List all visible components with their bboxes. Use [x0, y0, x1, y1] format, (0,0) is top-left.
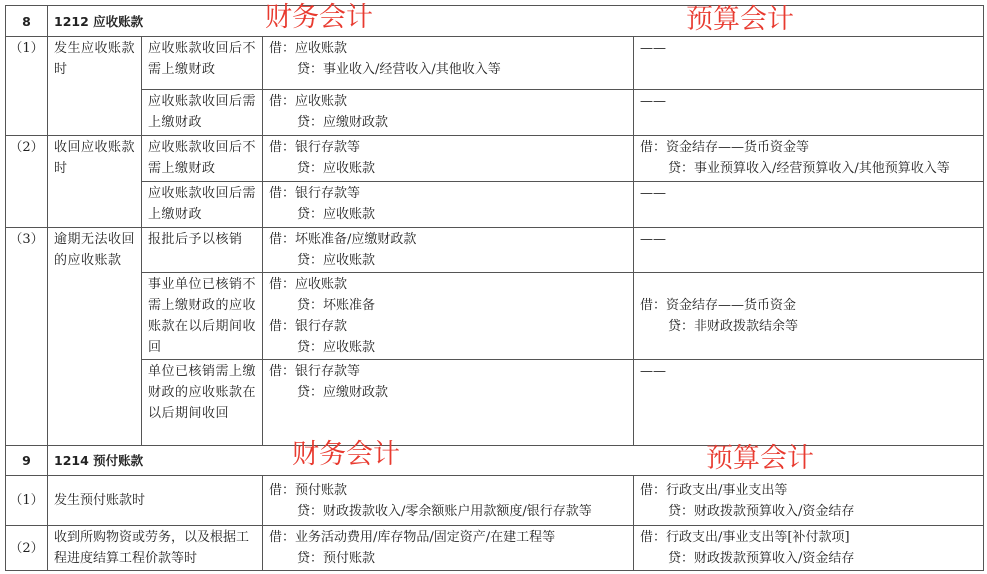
debit-line: 借：银行存款等 [269, 186, 361, 201]
budget-entry: —— [634, 360, 984, 446]
debit-line: 借：业务活动费用/库存物品/固定资产/在建工程等 [269, 530, 556, 545]
debit-line: 借：应收账款 [269, 94, 348, 109]
case-cell: 应收账款收回后不需上缴财政 [142, 37, 263, 90]
budget-entry [634, 526, 984, 571]
section-header-row [6, 446, 984, 476]
row-category: 发生预付账款时 [48, 476, 263, 526]
debit-line: 借：银行存款等 [269, 364, 361, 379]
budget-entry [634, 273, 984, 360]
credit-line: 贷：应缴财政款 [297, 115, 389, 130]
debit-line: 借：行政支出/事业支出等 [640, 482, 788, 498]
row-index: （1） [6, 476, 48, 526]
row-category: 发生应收账款时 [48, 37, 142, 136]
financial-entry [263, 90, 634, 136]
credit-line: 贷：应缴财政款 [297, 385, 389, 400]
credit-line: 贷：应收账款 [297, 340, 376, 355]
financial-entry [263, 526, 634, 571]
debit-line: 借：银行存款 [269, 319, 348, 334]
financial-entry [263, 360, 634, 446]
table-row [6, 37, 984, 90]
budget-entry: —— [634, 182, 984, 228]
financial-entry [263, 273, 634, 360]
table-row [6, 526, 984, 571]
credit-line: 贷：应收账款 [297, 207, 376, 222]
credit-line: 贷：财政拨款预算收入/资金结存 [668, 503, 855, 519]
row-index: （2） [6, 136, 48, 228]
table-row [6, 273, 984, 360]
section-number: 9 [6, 446, 48, 476]
table-row [6, 182, 984, 228]
financial-entry [263, 476, 634, 526]
budget-entry [634, 136, 984, 182]
financial-entry [263, 228, 634, 273]
debit-line: 借：行政支出/事业支出等[补付款项] [640, 530, 850, 545]
debit-line: 借：银行存款等 [269, 140, 361, 155]
section-title: 1214 预付账款 [48, 446, 984, 476]
table-row [6, 360, 984, 446]
row-index: （2） [6, 526, 48, 571]
credit-line: 贷：非财政拨款结余等 [668, 319, 799, 334]
case-cell: 应收账款收回后不需上缴财政 [142, 136, 263, 182]
debit-line: 借：坏账准备/应缴财政款 [269, 232, 417, 247]
financial-entry [263, 182, 634, 228]
debit-line: 借：资金结存——货币资金 [640, 298, 797, 313]
debit-line: 借：应收账款 [269, 277, 348, 292]
budget-entry: —— [634, 37, 984, 90]
case-cell: 应收账款收回后需上缴财政 [142, 182, 263, 228]
case-cell: 事业单位已核销不需上缴财政的应收账款在以后期间收回 [142, 273, 263, 360]
row-category: 收回应收账款时 [48, 136, 142, 228]
credit-line: 贷：坏账准备 [297, 298, 376, 313]
table-row [6, 90, 984, 136]
financial-entry [263, 37, 634, 90]
budget-entry [634, 476, 984, 526]
section-number: 8 [6, 6, 48, 37]
case-cell: 单位已核销需上缴财政的应收账款在以后期间收回 [142, 360, 263, 446]
financial-entry [263, 136, 634, 182]
credit-line: 贷：应收账款 [297, 161, 376, 176]
credit-line: 贷：事业预算收入/经营预算收入/其他预算收入等 [668, 161, 950, 176]
row-category: 收到所购物资或劳务，以及根据工程进度结算工程价款等时 [48, 526, 263, 571]
case-cell: 报批后予以核销 [142, 228, 263, 273]
budget-entry: —— [634, 228, 984, 273]
row-index: （1） [6, 37, 48, 136]
credit-line: 贷：事业收入/经营收入/其他收入等 [297, 62, 501, 77]
accounting-table [5, 2, 984, 571]
row-index: （3） [6, 228, 48, 446]
case-cell: 应收账款收回后需上缴财政 [142, 90, 263, 136]
overlay-budget-label: 预算会计 [706, 443, 814, 474]
overlay-budget-label: 预算会计 [686, 4, 794, 35]
section-header-row [6, 6, 984, 37]
table-row [6, 136, 984, 182]
table-row [6, 228, 984, 273]
budget-entry: —— [634, 90, 984, 136]
debit-line: 借：预付账款 [269, 482, 348, 498]
overlay-financial-label: 财务会计 [265, 2, 373, 33]
section-title: 1212 应收账款 [48, 6, 984, 37]
credit-line: 贷：财政拨款收入/零余额账户用款额度/银行存款等 [297, 503, 592, 519]
credit-line: 贷：应收账款 [297, 253, 376, 268]
credit-line: 贷：预付账款 [297, 551, 376, 566]
overlay-financial-label: 财务会计 [292, 439, 400, 470]
debit-line: 借：应收账款 [269, 41, 348, 56]
row-category: 逾期无法收回的应收账款 [48, 228, 142, 446]
credit-line: 贷：财政拨款预算收入/资金结存 [668, 551, 855, 566]
debit-line: 借：资金结存——货币资金等 [640, 140, 810, 155]
table-row [6, 476, 984, 526]
